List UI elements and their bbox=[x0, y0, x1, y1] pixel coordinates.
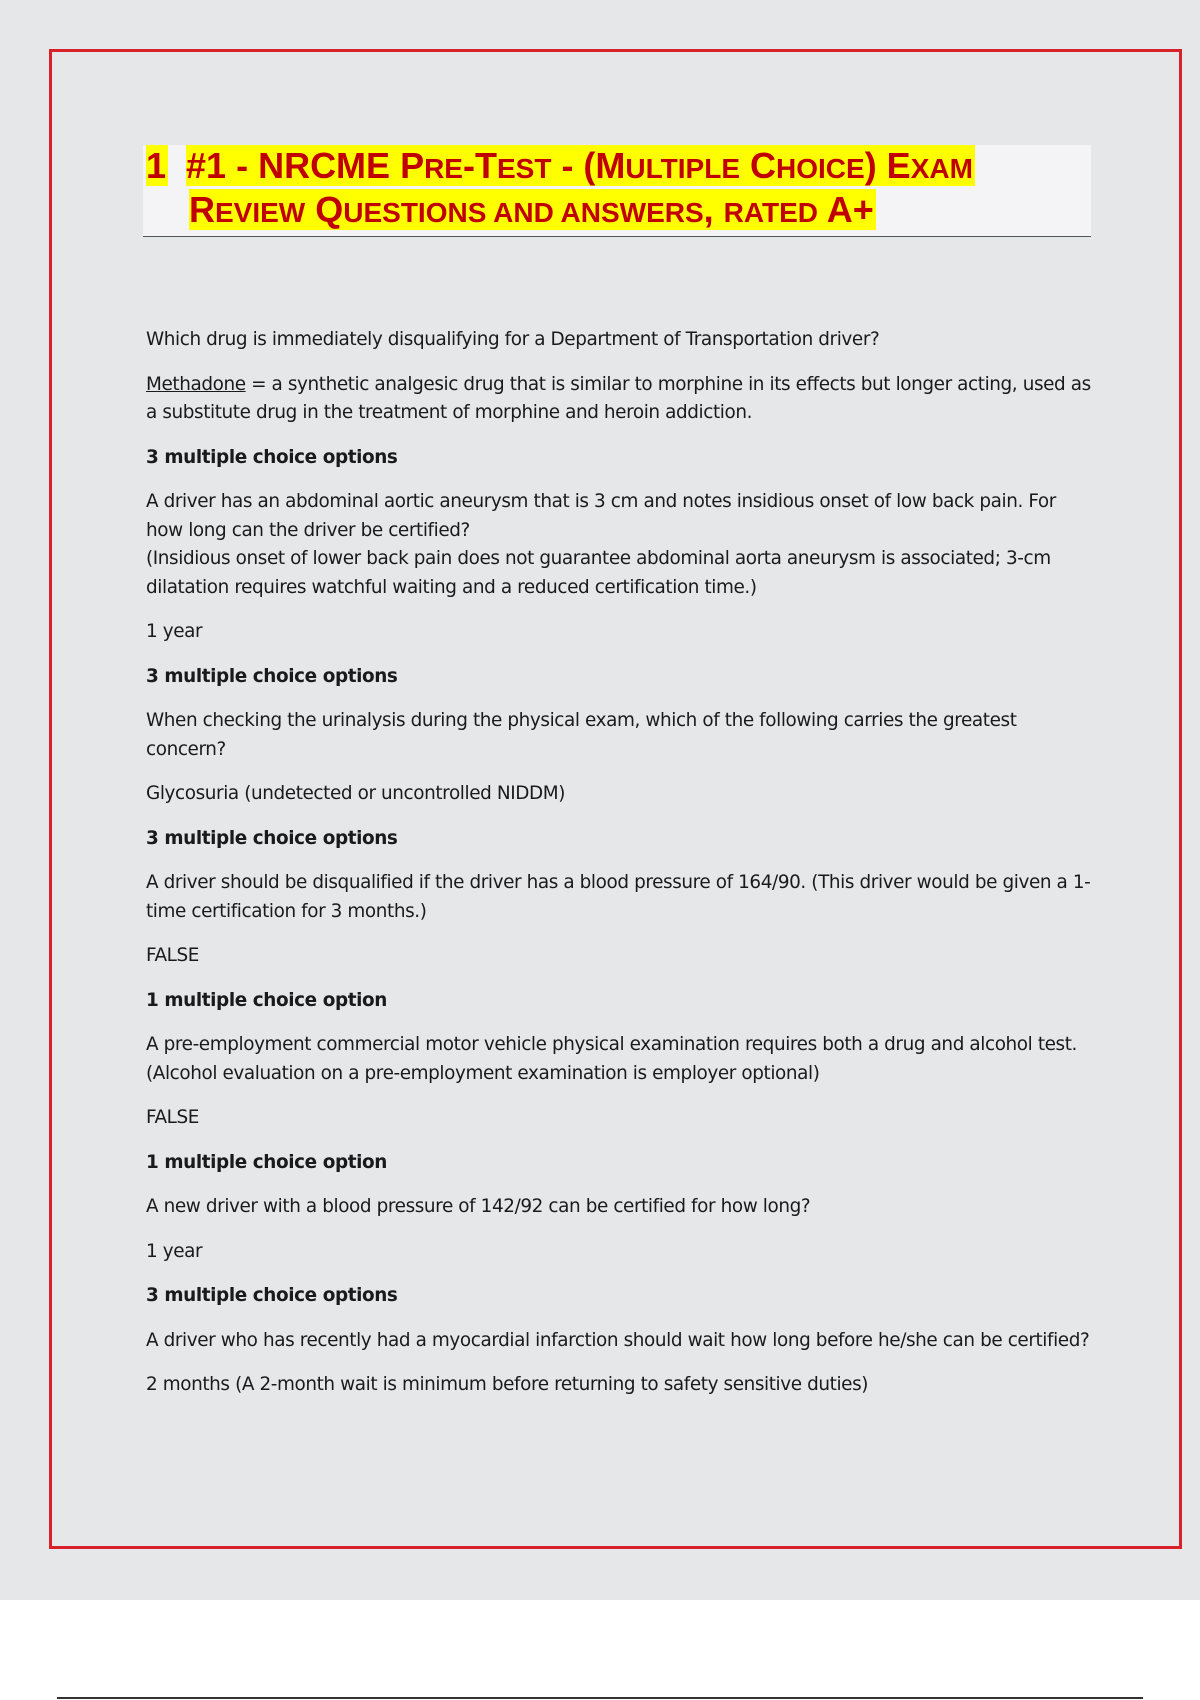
answer-definition: = a synthetic analgesic drug that is similar to morphine in its effects but longer acting, used as a substitute drug in the treatment of morphine and heroin addiction. bbox=[146, 373, 1091, 423]
title-part: ) E bbox=[864, 145, 911, 186]
answer-text: 2 months (A 2-month wait is minimum before returning to safety sensitive duties) bbox=[146, 1374, 869, 1395]
options-label: 3 multiple choice options bbox=[146, 665, 398, 687]
question-text bbox=[146, 488, 1096, 602]
options-label: 3 multiple choice options bbox=[146, 446, 398, 468]
answer-text: 1 year bbox=[146, 1240, 203, 1262]
title-line-1 bbox=[146, 146, 975, 189]
document-body bbox=[146, 326, 1096, 1416]
title-part: HOICE bbox=[776, 153, 865, 184]
title-part: C bbox=[740, 145, 776, 186]
footer-divider bbox=[57, 1697, 1143, 1699]
answer-term: Methadone bbox=[146, 373, 246, 395]
title-part: , bbox=[703, 189, 724, 230]
title-part: A+ bbox=[818, 189, 874, 230]
options-label: 1 multiple choice option bbox=[146, 1151, 387, 1173]
answer-text: FALSE bbox=[146, 1107, 200, 1128]
question-text: A pre-employment commercial motor vehicle physical examination requires both a drug and alcohol test. (Alcohol evaluation on a pre-employment examination is employer optional) bbox=[146, 1034, 1077, 1084]
question-note: (Insidious onset of lower back pain does not guarantee abdominal aorta aneurysm is associated; 3-cm dilatation requires watchful waiting and a reduced certification time.) bbox=[146, 548, 1051, 598]
title-part: #1 - NRCME P bbox=[186, 145, 425, 186]
options-label: 3 multiple choice options bbox=[146, 827, 398, 849]
question-line: A driver has an abdominal aortic aneurysm that is 3 cm and notes insidious onset of low back pain. For how long can the driver be certified? bbox=[146, 491, 1056, 541]
title-part: ULTIPLE bbox=[625, 153, 740, 184]
title-part: XAM bbox=[910, 153, 973, 184]
title-part: RATED bbox=[723, 197, 819, 228]
title-line-2 bbox=[189, 190, 876, 233]
title-part: UESTIONS AND ANSWERS bbox=[343, 197, 704, 228]
answer-text bbox=[146, 371, 1096, 428]
options-label: 3 multiple choice options bbox=[146, 1285, 398, 1306]
question-text: A new driver with a blood pressure of 142/92 can be certified for how long? bbox=[146, 1196, 811, 1217]
title-part: -T bbox=[462, 145, 497, 186]
title-part: Q bbox=[305, 189, 344, 230]
answer-text: Glycosuria (undetected or uncontrolled NIDDM) bbox=[146, 783, 565, 804]
question-text: A driver who has recently had a myocardial infarction should wait how long before he/she can be certified? bbox=[146, 1329, 1090, 1351]
question-text: Which drug is immediately disqualifying for a Department of Transportation driver? bbox=[146, 329, 880, 350]
title-part: EVIEW bbox=[215, 197, 306, 228]
answer-text: FALSE bbox=[146, 945, 200, 966]
question-text: When checking the urinalysis during the physical exam, which of the following carries the greatest concern? bbox=[146, 710, 1017, 760]
heading-number: 1 bbox=[146, 145, 167, 186]
options-label: 1 multiple choice option bbox=[146, 989, 387, 1011]
question-text: A driver should be disqualified if the driver has a blood pressure of 164/90. (This driver would be given a 1-time certification for 3 months.) bbox=[146, 872, 1091, 922]
answer-text: 1 year bbox=[146, 621, 203, 642]
title-part: EST bbox=[496, 153, 552, 184]
title-part: RE bbox=[424, 153, 463, 184]
title-part: R bbox=[189, 189, 215, 230]
title-part: - (M bbox=[551, 145, 626, 186]
